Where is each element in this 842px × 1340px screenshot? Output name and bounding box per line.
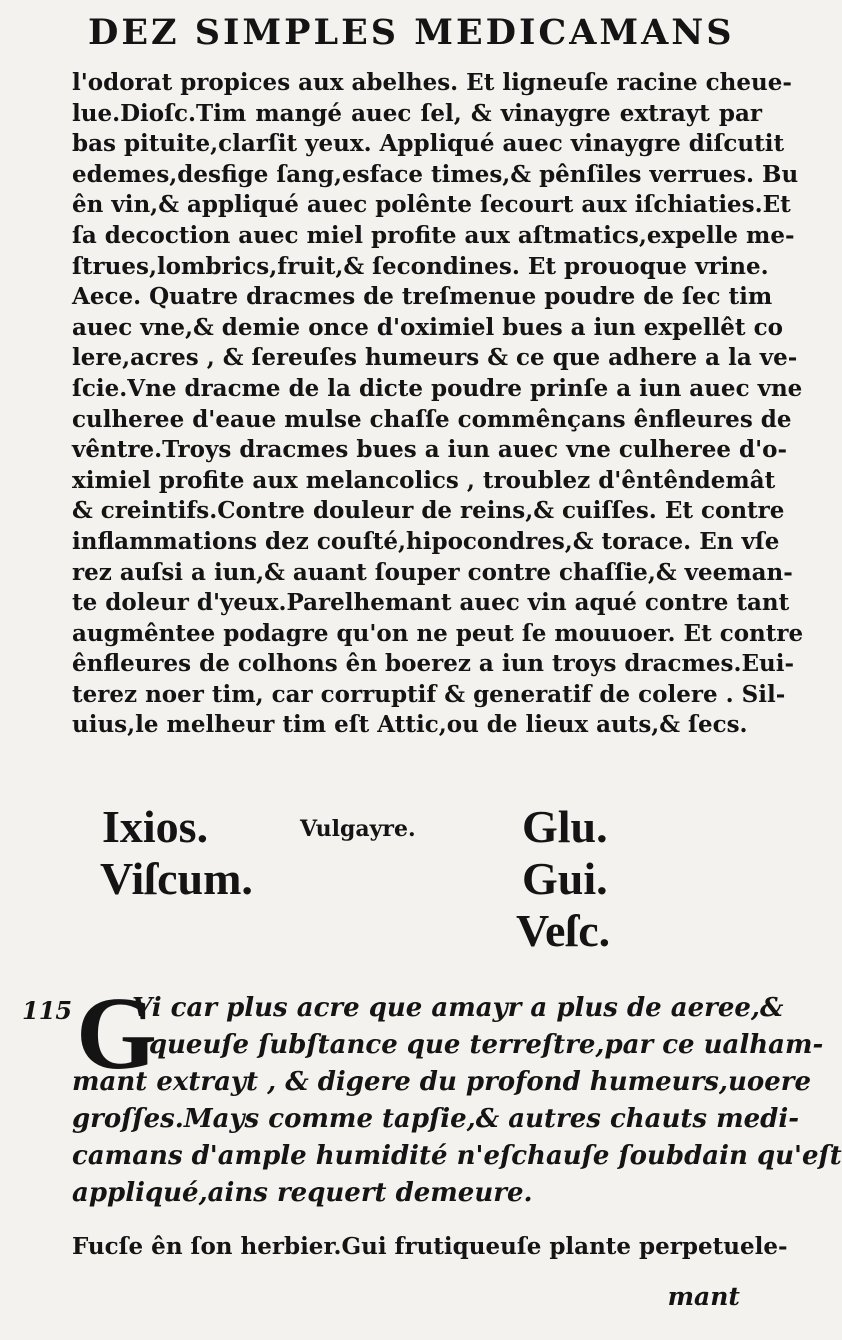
text-line: lue.Dioſc.Tim mangé auec ſel, & vinaygre extrayt par (72, 99, 762, 127)
margin-number: 115 (22, 996, 73, 1025)
closing-text (72, 1232, 788, 1262)
text-line: te doleur d'yeux.Parelhemant auec vin aqué contre tant (72, 589, 790, 617)
text-line: bas pituite,clarſit yeux. Appliqué auec vinaygre diſcutit (72, 130, 785, 158)
text-line: Fucſe ên ſon herbier.Gui frutiqueuſe plante perpetuele- (72, 1233, 788, 1260)
italic-line: camans d'ample humidité n'eſchauſe ſoubdain qu'eſt (72, 1141, 842, 1171)
latin-name: Viſcum. (100, 853, 253, 904)
text-line: rez auſsi a iun,& auant ſouper contre chaſſie,& veeman- (72, 558, 793, 586)
text-line: lere,acres , & ſereuſes humeurs & ce que adhere a la ve- (72, 344, 798, 372)
text-line: l'odorat propices aux abelhes. Et ligneuſe racine cheue- (72, 69, 792, 96)
italic-line: groſſes.Mays comme tapſie,& autres chauts medi- (72, 1104, 800, 1134)
text-line: Aece. Quatre dracmes de treſmenue poudre de ſec tim (72, 283, 773, 311)
catchword: mant (667, 1282, 740, 1311)
text-line: ſa decoction auec miel profite aux aſtmatics,expelle me- (72, 221, 795, 249)
text-line: augmêntee podagre qu'on ne peut ſe mouuoer. Et contre (72, 619, 804, 647)
vulgar-name: Veſc. (516, 905, 611, 956)
text-line: ſtrues,lombrics,fruit,& ſecondines. Et prouoque vrine. (72, 252, 769, 280)
vulgar-name: Glu. (522, 801, 608, 852)
mistletoe-entry-text (72, 990, 842, 1212)
italic-line: mant extrayt , & digere du profond humeurs,uoere (72, 1067, 811, 1097)
text-line: terez noer tim, car corruptif & generatif de colere . Sil- (72, 680, 786, 708)
text-line: ſcie.Vne dracme de la dicte poudre prinſe a iun auec vne (72, 374, 803, 402)
text-line: & creintifs.Contre douleur de reins,& cuiſſes. Et contre (72, 497, 785, 525)
plant-names (0, 790, 800, 960)
vulgar-name: Gui. (522, 853, 608, 904)
drop-initial: G (76, 976, 157, 1091)
text-line: ên vin,& appliqué auec polênte ſecourt aux iſchiaties.Et (72, 191, 791, 219)
text-line: vêntre.Troys dracmes bues a iun auec vne culheree d'o- (72, 436, 788, 464)
text-line: ênfleures de colhons ên boerez a iun troys dracmes.Eui- (72, 650, 794, 678)
text-line: auec vne,& demie once d'oximiel bues a iun expellêt co (72, 313, 783, 341)
vulgar-label: Vulgayre. (300, 816, 416, 842)
text-line: ximiel profite aux melancolics , troublez d'êntêndemât (72, 466, 776, 494)
text-line: inflammations dez couſté,hipocondres,& torace. En vſe (72, 527, 780, 555)
running-title: DEZ SIMPLES MEDICAMANS (88, 12, 735, 53)
italic-line: aqueuſe ſubſtance que terreſtre,par ce ualham- (132, 1030, 824, 1060)
italic-line: appliqué,ains requert demeure. (72, 1178, 533, 1208)
greek-name: Ixios. (102, 801, 209, 852)
italic-line: Vi car plus acre que amayr a plus de aeree,& (132, 993, 784, 1023)
thyme-entry-text (72, 68, 804, 741)
text-line: edemes,desfige ſang,esface times,& pênſiles verrues. Bu (72, 160, 799, 188)
text-line: uius,le melheur tim eſt Attic,ou de lieux auts,& ſecs. (72, 711, 748, 739)
text-line: culheree d'eaue mulse chaſſe commênçans ênfleures de (72, 405, 792, 433)
